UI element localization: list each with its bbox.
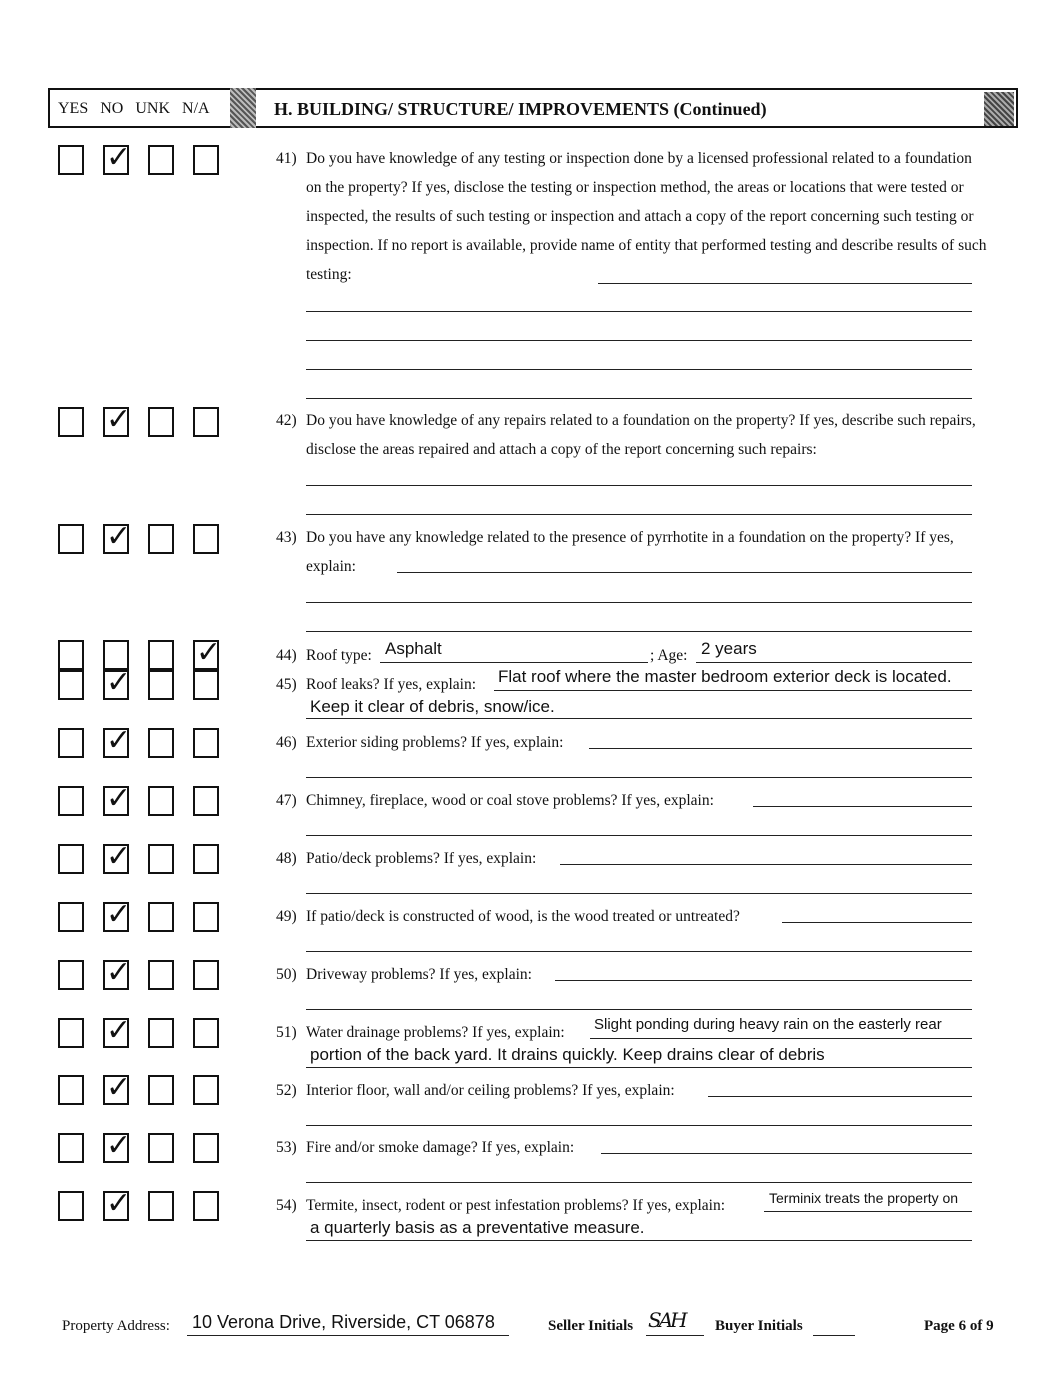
q47-checkbox-na[interactable]: [193, 786, 219, 816]
answer-line[interactable]: [306, 485, 972, 486]
q52-checkbox-unk[interactable]: [148, 1075, 174, 1105]
page-footer: [62, 1308, 1012, 1344]
answer-line[interactable]: [306, 1182, 972, 1183]
q50-checkbox-yes[interactable]: [58, 960, 84, 990]
question-number: 54): [276, 1197, 297, 1214]
question-50: [276, 960, 988, 989]
q45-checkbox-unk[interactable]: [148, 670, 174, 700]
question-text: Do you have knowledge of any repairs related to a foundation on the property? If yes, describe such repairs, disclose the areas repaired and attach a copy of the report concerning such repairs:: [306, 412, 976, 458]
question-number: 42): [276, 412, 297, 429]
q41-checkbox-unk[interactable]: [148, 145, 174, 175]
q52-checkbox-na[interactable]: [193, 1075, 219, 1105]
q48-checkbox-na[interactable]: [193, 844, 219, 874]
answer-line[interactable]: [306, 835, 972, 836]
checkmark-icon: ✓: [106, 1013, 132, 1048]
page-number: Page 6 of 9: [924, 1318, 994, 1334]
question-53: [276, 1133, 988, 1162]
answer-line[interactable]: [306, 1067, 972, 1068]
question-number: 50): [276, 966, 297, 983]
q52-checkbox-no[interactable]: [103, 1070, 132, 1105]
property-address: 10 Verona Drive, Riverside, CT 06878: [192, 1312, 495, 1332]
answer-line[interactable]: [708, 1096, 972, 1097]
seller-initials-label: Seller Initials: [548, 1318, 634, 1334]
col-yes: YES: [58, 100, 89, 117]
answer-line[interactable]: [555, 980, 972, 981]
answer-line[interactable]: [306, 514, 972, 515]
q51-checkbox-yes[interactable]: [58, 1018, 84, 1048]
question-text: Interior floor, wall and/or ceiling problems? If yes, explain:: [306, 1082, 675, 1099]
col-na: N/A: [182, 100, 210, 117]
seller-initials-line[interactable]: [646, 1335, 704, 1336]
address-label: Property Address:: [62, 1318, 170, 1334]
q44-checkbox-na[interactable]: [193, 635, 222, 670]
question-number: 49): [276, 908, 297, 925]
answer-line[interactable]: [601, 1153, 972, 1154]
address-line[interactable]: [187, 1335, 509, 1336]
question-number: 45): [276, 676, 297, 693]
roof-type-value: Asphalt: [385, 639, 442, 658]
q53-checkbox-unk[interactable]: [148, 1133, 174, 1163]
q51-checkbox-no[interactable]: [103, 1013, 132, 1048]
q46-checkbox-no[interactable]: [103, 723, 132, 758]
q51-checkbox-unk[interactable]: [148, 1018, 174, 1048]
answer-line[interactable]: [306, 398, 972, 399]
question-text: Termite, insect, rodent or pest infestation problems? If yes, explain:: [306, 1197, 726, 1214]
question-number: 52): [276, 1082, 297, 1099]
question-number: 43): [276, 529, 297, 546]
q49-checkbox-yes[interactable]: [58, 902, 84, 932]
question-text: Do you have any knowledge related to the presence of pyrrhotite in a foundation on the property? If yes, explain:: [306, 529, 954, 575]
q44-checkbox-yes[interactable]: [58, 640, 84, 670]
buyer-initials-label: Buyer Initials: [715, 1318, 803, 1334]
checkmark-icon: ✓: [106, 1186, 132, 1221]
question-46: [276, 728, 988, 757]
answer-column-headers: [58, 100, 210, 118]
answer-text-line2: portion of the back yard. It drains quickly. Keep drains clear of debris: [310, 1045, 825, 1064]
answer-line[interactable]: [560, 864, 972, 865]
answer-line[interactable]: [306, 893, 972, 894]
q42-checkbox-yes[interactable]: [58, 407, 84, 437]
q42-checkbox-na[interactable]: [193, 407, 219, 437]
roof-type-line[interactable]: [380, 662, 648, 663]
question-number: 51): [276, 1024, 297, 1041]
answer-text-line1: Slight ponding during heavy rain on the easterly rear: [594, 1016, 942, 1033]
answer-line[interactable]: [764, 1211, 972, 1212]
seller-initials-signature: SAH: [648, 1308, 685, 1332]
checkmark-icon: ✓: [106, 781, 132, 816]
buyer-initials-line[interactable]: [813, 1335, 855, 1336]
section-title: H. BUILDING/ STRUCTURE/ IMPROVEMENTS (Continued): [274, 99, 767, 119]
answer-line[interactable]: [306, 311, 972, 312]
answer-line[interactable]: [306, 631, 972, 632]
question-48: [276, 844, 988, 873]
q54-checkbox-yes[interactable]: [58, 1191, 84, 1221]
checkmark-icon: ✓: [196, 635, 222, 670]
q54-checkbox-na[interactable]: [193, 1191, 219, 1221]
q45-checkbox-yes[interactable]: [58, 670, 84, 700]
question-44: [276, 641, 988, 670]
q49-checkbox-na[interactable]: [193, 902, 219, 932]
q43-checkbox-unk[interactable]: [148, 524, 174, 554]
answer-line[interactable]: [397, 572, 972, 573]
q54-checkbox-no[interactable]: [103, 1186, 132, 1221]
q41-checkbox-na[interactable]: [193, 145, 219, 175]
question-number: 47): [276, 792, 297, 809]
question-text: Chimney, fireplace, wood or coal stove problems? If yes, explain:: [306, 792, 714, 809]
answer-line[interactable]: [306, 340, 972, 341]
question-text: Do you have knowledge of any testing or inspection done by a licensed professional related to a foundation on the property? If yes, disclose the testing or inspection method, the areas or locations that were tested or inspected, the results of such testing or inspection and attach a copy of the report concerning such testing or inspection. If no report is available, provide name of entity that performed testing and describe results of such testing:: [306, 150, 987, 283]
question-text: Water drainage problems? If yes, explain:: [306, 1024, 565, 1041]
q51-checkbox-na[interactable]: [193, 1018, 219, 1048]
q43-checkbox-na[interactable]: [193, 524, 219, 554]
answer-line[interactable]: [306, 602, 972, 603]
q46-checkbox-yes[interactable]: [58, 728, 84, 758]
question-text: If patio/deck is constructed of wood, is the wood treated or untreated?: [306, 908, 740, 925]
q41-checkbox-yes[interactable]: [58, 145, 84, 175]
answer-line[interactable]: [306, 777, 972, 778]
q45-checkbox-no[interactable]: [103, 665, 132, 700]
q48-checkbox-unk[interactable]: [148, 844, 174, 874]
header-shaded-end: [984, 92, 1014, 126]
checkmark-icon: ✓: [106, 140, 132, 175]
col-unk: UNK: [135, 100, 171, 117]
question-number: 48): [276, 850, 297, 867]
question-text: Patio/deck problems? If yes, explain:: [306, 850, 537, 867]
q47-checkbox-no[interactable]: [103, 781, 132, 816]
checkmark-icon: ✓: [106, 402, 132, 437]
answer-line[interactable]: [494, 690, 972, 691]
q47-checkbox-yes[interactable]: [58, 786, 84, 816]
q47-checkbox-unk[interactable]: [148, 786, 174, 816]
age-line[interactable]: [696, 662, 972, 663]
q50-checkbox-na[interactable]: [193, 960, 219, 990]
question-41: [276, 144, 988, 289]
answer-line[interactable]: [306, 369, 972, 370]
answer-line[interactable]: [306, 1125, 972, 1126]
checkmark-icon: ✓: [106, 897, 132, 932]
q46-checkbox-unk[interactable]: [148, 728, 174, 758]
answer-text-line1: Terminix treats the property on: [769, 1190, 959, 1206]
q45-checkbox-na[interactable]: [193, 670, 219, 700]
question-number: 41): [276, 150, 297, 167]
answer-line[interactable]: [782, 922, 972, 923]
col-no: NO: [100, 100, 124, 117]
question-number: 53): [276, 1139, 297, 1156]
answer-line[interactable]: [589, 748, 972, 749]
checkmark-icon: ✓: [106, 723, 132, 758]
answer-line[interactable]: [598, 283, 972, 284]
q43-checkbox-yes[interactable]: [58, 524, 84, 554]
answer-text-line2: Keep it clear of debris, snow/ice.: [310, 697, 555, 716]
answer-line[interactable]: [306, 718, 972, 719]
question-47: [276, 786, 988, 815]
answer-line[interactable]: [306, 951, 972, 952]
answer-text-line2: a quarterly basis as a preventative measure.: [310, 1218, 645, 1237]
section-header: [48, 88, 1018, 128]
q49-checkbox-no[interactable]: [103, 897, 132, 932]
checkmark-icon: ✓: [106, 839, 132, 874]
answer-text-line1: Flat roof where the master bedroom exterior deck is located.: [498, 667, 952, 686]
q46-checkbox-na[interactable]: [193, 728, 219, 758]
q43-checkbox-no[interactable]: [103, 519, 132, 554]
checkmark-icon: ✓: [106, 665, 132, 700]
question-text: Exterior siding problems? If yes, explain:: [306, 734, 564, 751]
answer-line[interactable]: [306, 1240, 972, 1241]
q53-checkbox-yes[interactable]: [58, 1133, 84, 1163]
question-number: 46): [276, 734, 297, 751]
answer-line[interactable]: [753, 806, 972, 807]
question-52: [276, 1076, 988, 1105]
question-text: Fire and/or smoke damage? If yes, explain:: [306, 1139, 575, 1156]
header-shaded-divider: [230, 88, 256, 128]
q49-checkbox-unk[interactable]: [148, 902, 174, 932]
q41-checkbox-no[interactable]: [103, 140, 132, 175]
age-label: ; Age:: [650, 647, 688, 664]
q48-checkbox-no[interactable]: [103, 839, 132, 874]
checkmark-icon: ✓: [106, 1128, 132, 1163]
age-value: 2 years: [701, 639, 757, 658]
answer-line[interactable]: [306, 1009, 972, 1010]
question-49: [276, 902, 988, 931]
checkmark-icon: ✓: [106, 519, 132, 554]
q42-checkbox-unk[interactable]: [148, 407, 174, 437]
question-42: [276, 406, 988, 464]
question-number: 44): [276, 647, 297, 664]
q48-checkbox-yes[interactable]: [58, 844, 84, 874]
checkmark-icon: ✓: [106, 955, 132, 990]
q50-checkbox-no[interactable]: [103, 955, 132, 990]
answer-line[interactable]: [590, 1038, 972, 1039]
q54-checkbox-unk[interactable]: [148, 1191, 174, 1221]
q52-checkbox-yes[interactable]: [58, 1075, 84, 1105]
q42-checkbox-no[interactable]: [103, 402, 132, 437]
q44-checkbox-unk[interactable]: [148, 640, 174, 670]
question-text: Driveway problems? If yes, explain:: [306, 966, 532, 983]
checkmark-icon: ✓: [106, 1070, 132, 1105]
question-text: Roof leaks? If yes, explain:: [306, 676, 477, 693]
q53-checkbox-no[interactable]: [103, 1128, 132, 1163]
q53-checkbox-na[interactable]: [193, 1133, 219, 1163]
roof-type-label: Roof type:: [306, 647, 372, 664]
q50-checkbox-unk[interactable]: [148, 960, 174, 990]
